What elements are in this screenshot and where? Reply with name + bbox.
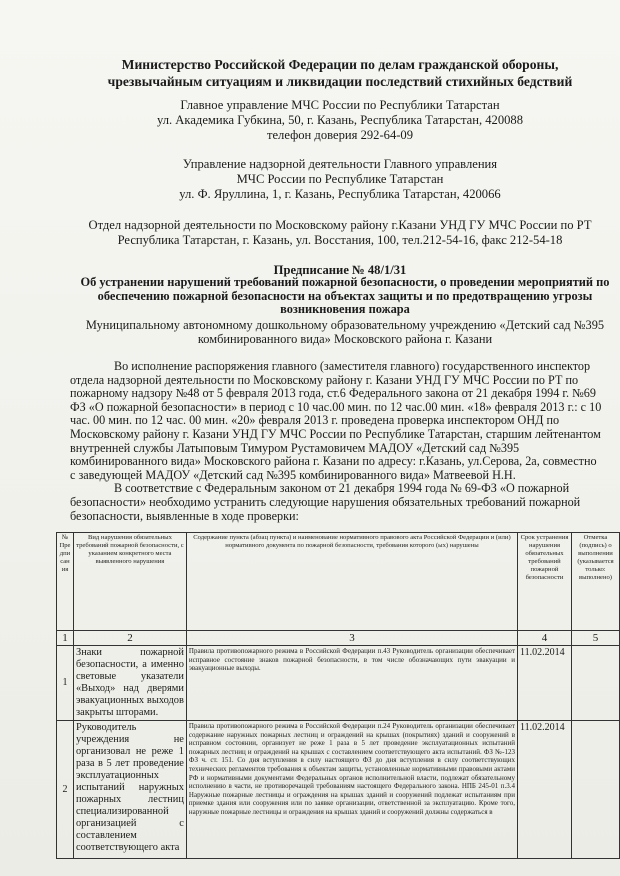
row-deadline: 11.02.2014 [518, 646, 572, 721]
main-department-block [60, 98, 620, 143]
body-line: комбинированного вида» Московского района г. Казани по адресу: г.Казань, ул.Серова, 2а, совместно [70, 454, 597, 469]
header-number: № Пре дпи сан ия [57, 533, 74, 631]
column-number: 1 [57, 631, 74, 646]
main-dept-phone: телефон доверия 292-64-09 [266, 128, 414, 142]
row-requirement: Правила противопожарного режима в Российской Федерации п.43 Руководитель организации обеспечивает исправное состояние знаков пожарной безопасности, в том числе обозначающих пути эвакуации и эвакуационные выходы. [186, 646, 517, 721]
subject-line-2: обеспечению пожарной безопасности на объектах защиты и по предотвращению угрозы [97, 288, 593, 303]
supervision-address: ул. Ф. Яруллина, 1, г. Казань, Республика Татарстан, 420066 [179, 187, 501, 201]
header-deadline: Срок устранения нарушения обязательных требований пожарной безопасности [518, 533, 572, 631]
row-number: 2 [57, 721, 74, 859]
recipient-line-1: Муниципальному автономному дошкольному образовательному учреждению «Детский сад №395 [85, 318, 605, 332]
body-paragraph [70, 360, 620, 523]
local-dept-address: Республика Татарстан, г. Казань, ул. Восстания, 100, тел.212-54-16, факс 212-54-18 [117, 233, 563, 247]
body-line: отдела надзорной деятельности по Московскому району г. Казани УНД ГУ МЧС России по РТ по [70, 372, 579, 387]
body-line: час. 00 мин. по 12 час. 00 мин. «20» февраля 2013 г. проведена проверка инспектором ОНД по [70, 413, 560, 428]
local-department-block [60, 218, 620, 248]
body-line: с заведующей МАДОУ «Детский сад №395 комбинированного вида» Матвеевой Н.Н. [70, 467, 516, 482]
column-number-row [57, 631, 620, 646]
ministry-line-2: чрезвычайным ситуациям и ликвидации последствий стихийных бедствий [107, 74, 573, 89]
ministry-heading [60, 56, 620, 90]
main-dept-address: ул. Академика Губкина, 50, г. Казань, Республика Татарстан, 420088 [156, 113, 524, 127]
document-subject [70, 276, 620, 317]
main-dept-name: Главное управление МЧС России по Республики Татарстан [180, 98, 500, 112]
row-deadline: 11.02.2014 [518, 721, 572, 859]
row-mark [571, 721, 619, 859]
supervision-name-2: МЧС России по Республике Татарстан [236, 172, 444, 186]
column-number: 2 [73, 631, 186, 646]
recipient-line-2: комбинированного вида» Московского района г. Казани [197, 332, 493, 346]
row-requirement: Правила противопожарного режима в Российской Федерации п.24 Руководитель организации обеспечивает содержание наружных пожарных лестниц и ограждений на крышах (покрытиях) зданий и сооружений в исправном состоянии, организует не реже 1 раза в 5 лет проведение эксплуатационных испытаний пожарных лестниц и ограждений на крышах с составлением соответствующего акта испытаний. ФЗ №-123 ФЗ ч. ст. 151. Со дня вступления в силу настоящего ФЗ до дня вступления в силу соответствующих технических регламентов требования к объектам защиты, установленные нормативными правовыми актами РФ и нормативными документами Федеральных органов исполнительной власти, подлежат обязательному исполнению в части, не противоречащей требованиям настоящего Федерального закона. НПБ 245-01 п.3.4 Наружные пожарные лестницы и ограждения на крышах зданий и сооружений подлежат испытаниям при приемке здания или сооружения или по заявке организации, ответственной за эксплуатацию. Кроме того, наружные пожарные лестницы и ограждения на крышах зданий и сооружений должны содержаться в [186, 721, 517, 859]
row-violation: Руководитель учреждения не организовал не реже 1 раза в 5 лет проведение эксплуатационных испытаний наружных пожарных лестниц специализированной организацией с составлением соответствующего акта [73, 721, 186, 859]
subject-line-3: возникновения пожара [280, 302, 410, 316]
header-requirement: Содержание пункта (абзац пункта) и наименование нормативного правового акта Российской Федерации и (или) нормативного документа по пожарной безопасности, требования которого (ых) нарушены [186, 533, 517, 631]
supervision-name-1: Управление надзорной деятельности Главного управления [182, 157, 498, 171]
body-line: В соответствие с Федеральным законом от 21 декабря 1994 года № 69-ФЗ «О пожарной [114, 481, 570, 496]
document-recipient [70, 318, 620, 346]
body-line: ФЗ «О пожарной безопасности» в период с 10 час.00 мин. по 12 час.00 мин. «18» февраля 2013 г.: с 10 [70, 399, 602, 414]
row-violation: Знаки пожарной безопасности, а именно световые указатели «Выход» над дверями эвакуационных выходов закрыты шторами. [73, 646, 186, 721]
table-row [57, 721, 620, 859]
table-row [57, 646, 620, 721]
row-mark [571, 646, 619, 721]
row-number: 1 [57, 646, 74, 721]
local-dept-name: Отдел надзорной деятельности по Московскому району г.Казани УНД ГУ МЧС России по РТ [88, 218, 592, 232]
subject-line-1: Об устранении нарушений требований пожарной безопасности, о проведении мероприятий по [80, 275, 610, 289]
ministry-line-1: Министерство Российской Федерации по делам гражданской обороны, [121, 57, 559, 72]
body-line: безопасности» необходимо устранить следующие нарушения обязательных требований пожарной [70, 494, 581, 509]
body-line: пожарному надзору №48 от 5 февраля 2013 года, ст.6 Федерального закона от 21 декабря 1994 г. №69 [70, 386, 596, 401]
header-violation: Вид нарушения обязательных требований пожарной безопасности, с указанием конкретного места выявленного нарушения [73, 533, 186, 631]
body-line: Во исполнение распоряжения главного (заместителя главного) государственного инспектор [114, 359, 591, 373]
table-header-row [57, 533, 620, 631]
column-number: 4 [518, 631, 572, 646]
supervision-department-block [60, 157, 620, 202]
body-line: безопасности, выявленные в ходе проверки: [70, 508, 299, 523]
column-number: 3 [186, 631, 517, 646]
body-line: Московскому району г. Казани УНД ГУ МЧС России по Республике Татарстан, старшим лейтенантом [70, 426, 601, 441]
column-number: 5 [571, 631, 619, 646]
document-number: Предписание № 48/1/31 [273, 263, 407, 277]
violations-table [56, 532, 620, 859]
body-line: внутренней службы Латыповым Тимуром Рустамовичем МАДОУ «Детский сад №395 [70, 440, 520, 455]
header-mark: Отметка (подпись) о выполнении (указывается только: выполнено) [571, 533, 619, 631]
